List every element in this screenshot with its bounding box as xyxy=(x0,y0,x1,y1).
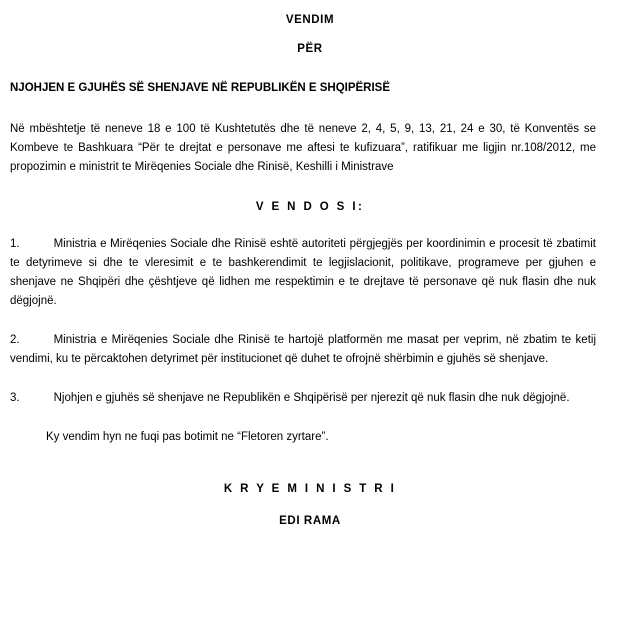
clause-item xyxy=(10,331,596,369)
clause-number: 2. xyxy=(10,334,20,346)
document-title-line-1: VENDIM xyxy=(285,14,335,26)
clause-text: Ministria e Mirëqenies Sociale dhe Rinisë eshtë autoriteti përgjegjës per koordinimin e procesit të zbatimit te detyrimeve si dhe te vleresimit e te bashkerendimit te legjislacionit, politikave, programeve per gjuhen e shenjave ne Shqipëri dhe çështjeve që lidhen me respektimin e te drejtave të personave që nuk flasin dhe nuk dëgjojnë. xyxy=(10,238,596,307)
document-preamble: Në mbështetje të neneve 18 e 100 të Kushtetutës dhe të neneve 2, 4, 5, 9, 13, 21, 24 e 30, të Konventës se Kombeve te Bashkuara “Për te drejtat e personave me aftesi te kufizuara”, ratifikuar me ligjin nr.108/2012, me propozimin e ministrit te Mirëqenies Sociale dhe Rinisë, Keshilli i Ministrave xyxy=(10,123,596,173)
document-subject: NJOHJEN E GJUHËS SË SHENJAVE NË REPUBLIKËN E SHQIPËRISË xyxy=(10,82,391,94)
document-title-line-2: PËR xyxy=(297,43,323,55)
clause-text: Njohjen e gjuhës së shenjave ne Republikën e Shqipërisë per njerezit që nuk flasin dhe nuk dëgjojnë. xyxy=(53,392,570,404)
closing-paragraph: Ky vendim hyn ne fuqi pas botimit ne “Fletoren zyrtare”. xyxy=(46,431,329,443)
signer-role: K R Y E M I N I S T R I xyxy=(223,483,397,495)
signer-name: EDI RAMA xyxy=(279,515,341,527)
clause-list xyxy=(10,235,610,408)
document-page xyxy=(0,14,620,622)
clause-number: 1. xyxy=(10,238,20,250)
decision-heading: V E N D O S I: xyxy=(255,201,365,213)
clause-text: Ministria e Mirëqenies Sociale dhe Rinisë te hartojë platformën me masat per veprim, në zbatim te ketij vendimi, ku te përcaktohen detyrimet për institucionet që duhet te ofrojnë shërbimin e gjuhës së shenjave. xyxy=(10,334,596,365)
clause-item xyxy=(10,235,596,311)
clause-number: 3. xyxy=(10,392,20,404)
clause-item xyxy=(10,389,596,408)
